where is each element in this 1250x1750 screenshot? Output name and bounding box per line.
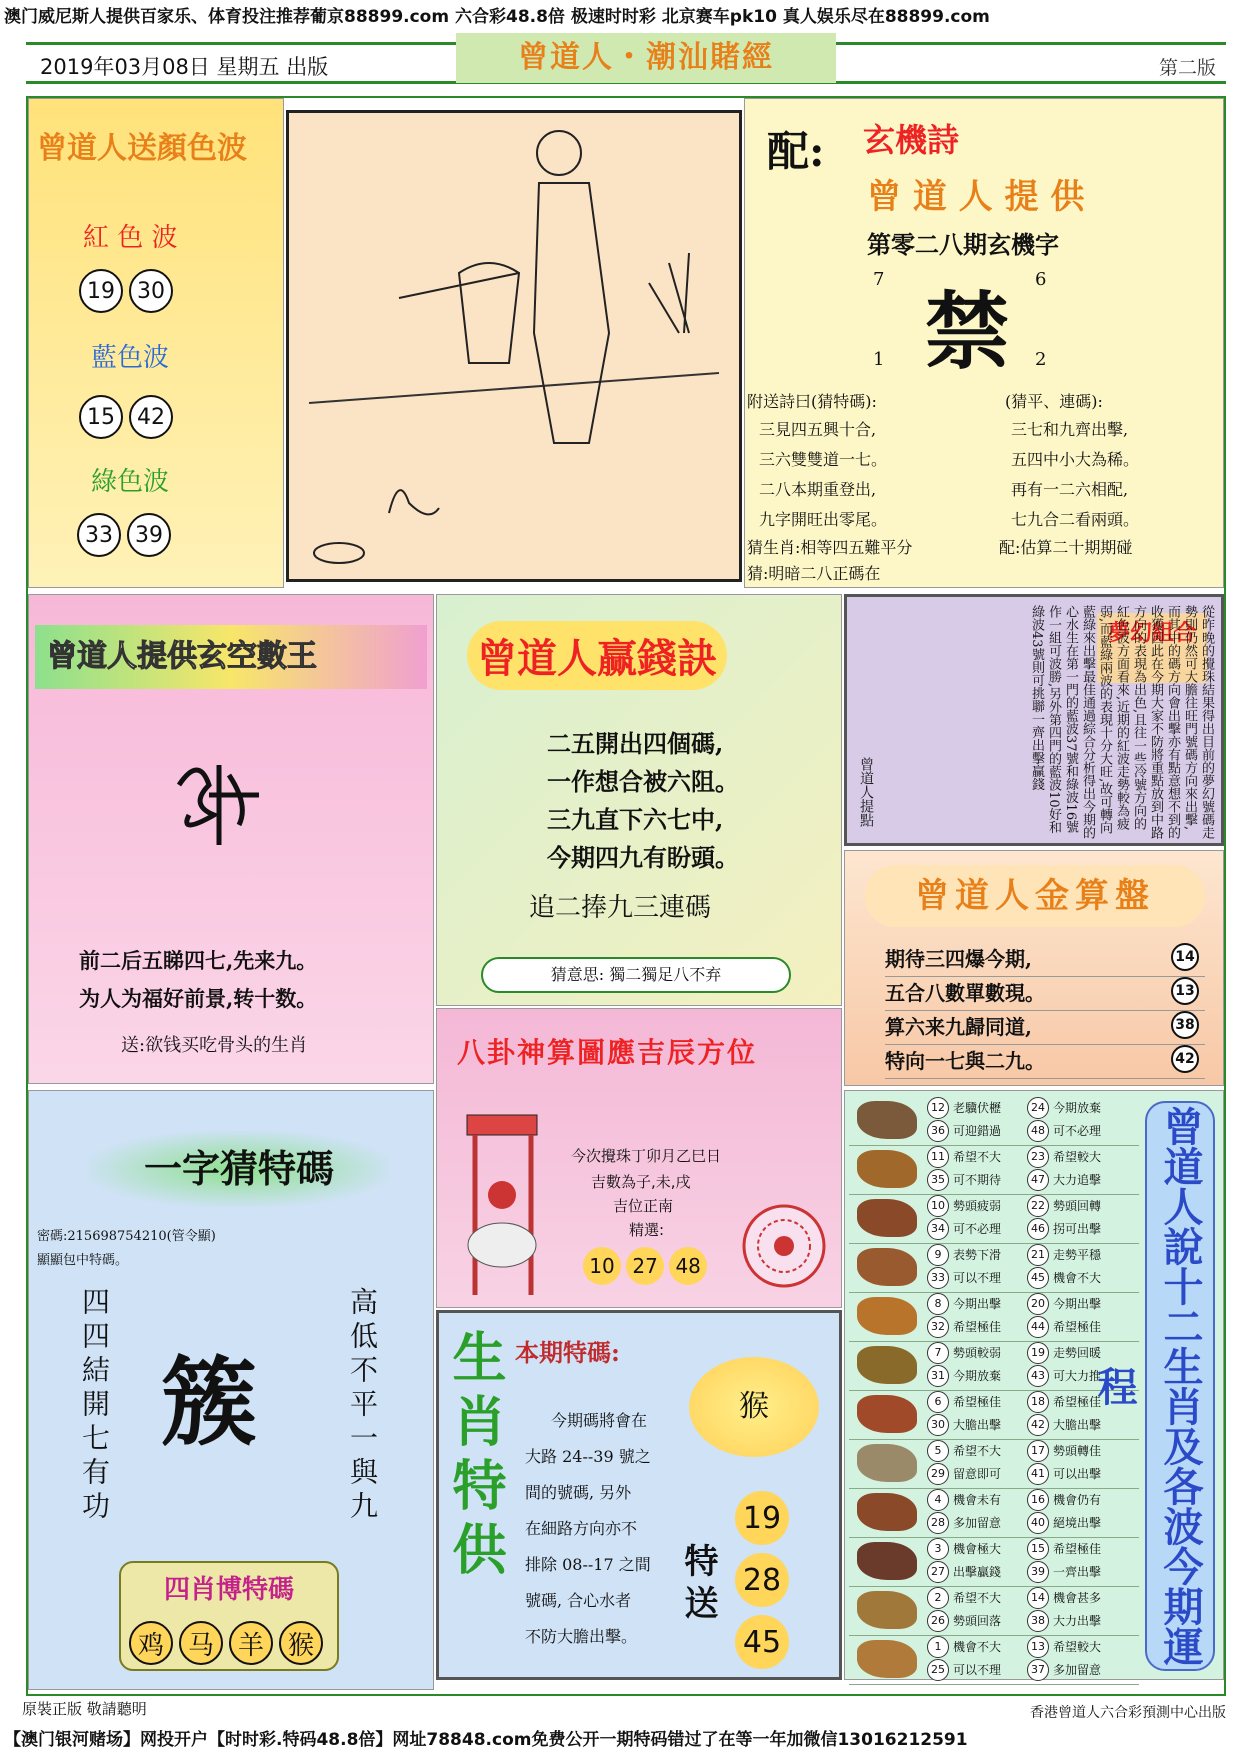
number-circle: 29 [927,1463,949,1485]
zodiac-row [849,1144,1139,1195]
number-circle: 15 [1027,1538,1049,1560]
pei-label: 配: [767,127,825,176]
number-circle: 13 [1171,977,1199,1005]
zodiac-text: 表勢下滑 [953,1248,1002,1262]
number-circle: 45 [1027,1267,1049,1289]
number-circle: 14 [1027,1587,1049,1609]
number-circle: 38 [1027,1610,1049,1632]
poem-line: 二八本期重登出, [759,480,877,499]
number-circle: 28 [735,1553,789,1607]
zodiac-side-title: 曾道人說十二生肖及各波今期運程 [1145,1101,1215,1671]
abacus-row [885,1045,1205,1079]
bagua-panel [436,1008,842,1308]
zodiac-text: 可以不理 [953,1271,1002,1285]
number-circle: 30 [927,1414,949,1436]
footer-right: 香港曾道人六合彩預測中心出版 [1030,1705,1226,1721]
number-circle: 42 [1027,1414,1049,1436]
guess-pair: 配:估算二十期期碰 [999,538,1133,557]
special-line: 間的號碼, 另外 [525,1483,632,1502]
special-line: 排除 08--17 之間 [525,1555,651,1574]
bagua-wheel-icon [739,1201,829,1291]
number-circle: 27 [626,1247,664,1285]
zodiac-text: 希望不大 [953,1150,1002,1164]
zodiac-row [849,1095,1139,1146]
special-text [525,1403,651,1655]
four-zodiac-box [119,1561,339,1671]
one-char-panel [28,1090,434,1690]
zodiac-text: 可大力推 [1053,1369,1102,1383]
poem-line: 二五開出四個碼, [547,729,724,758]
zodiac-text: 可不必理 [1053,1124,1102,1138]
abacus-text: 算六来九歸同道, [885,1015,1032,1039]
number-circle: 13 [1027,1636,1049,1658]
zodiac-text: 可不期待 [953,1173,1002,1187]
win-poem [547,725,739,877]
guess-code: 猜:明暗二八正碼在 [747,564,881,583]
publish-date: 2019年03月08日 星期五 出版 [40,55,329,79]
big-character: 禁 [925,282,1010,381]
poem-line: 七九合二看兩頭。 [1011,510,1140,529]
zodiac-text: 走勢平穩 [1053,1248,1102,1262]
bagua-line2: 吉數為子,未,戌 [591,1173,691,1191]
zodiac-text: 機會仍有 [1053,1493,1102,1507]
zodiac-text: 希望極佳 [953,1320,1002,1334]
zodiac-text: 機會不大 [953,1640,1002,1654]
date-bar [26,42,1226,84]
num-tl: 7 [873,269,885,290]
footer-left: 原裝正版 敬請聽明 [22,1700,147,1718]
number-circle: 41 [1027,1463,1049,1485]
zodiac-text: 今期放棄 [953,1369,1002,1383]
number-circle: 44 [1027,1316,1049,1338]
abacus-row [885,943,1205,977]
abacus-row [885,1011,1205,1045]
win-title: 曾道人赢錢訣 [467,621,727,690]
zodiac-text: 出擊贏錢 [953,1565,1002,1579]
number-circle: 38 [1171,1011,1199,1039]
number-circle: 9 [927,1244,949,1266]
dream-panel [844,594,1224,846]
zodiac-text: 留意即可 [953,1467,1002,1481]
number-circle: 17 [1027,1440,1049,1462]
xuankong-panel [28,594,434,1084]
number-circle: 48 [669,1247,707,1285]
number-circle: 14 [1171,943,1199,971]
top-banner: 澳门威尼斯人提供百家乐、体育投注推荐葡京88899.com 六合彩48.8倍 极速时时彩 北京赛车pk10 真人娱乐尽在88899.com [0,0,1250,26]
zodiac-circle: 鸡 [129,1621,173,1665]
right-column-verse: 高低不平一與九 [346,1287,379,1525]
zodiac-text: 一齊出擊 [1053,1565,1102,1579]
zodiac-text: 今期出擊 [1053,1297,1102,1311]
zodiac-text: 希望不大 [953,1444,1002,1458]
zodiac-text: 多加留意 [1053,1663,1102,1677]
issue-label: 第零二八期玄機字 [867,230,1059,259]
num-tr: 6 [1035,269,1047,290]
number-circle: 10 [583,1247,621,1285]
zodiac-text: 大力追擊 [1053,1173,1102,1187]
number-circle: 19 [735,1491,789,1545]
special-zodiac: 猴 [689,1357,819,1457]
blue-wave-numbers [79,395,179,439]
number-circle: 35 [927,1169,949,1191]
masthead-title: 曾道人・潮汕賭經 [456,33,836,83]
zodiac-text: 希望不大 [953,1591,1002,1605]
number-circle: 39 [1027,1561,1049,1583]
special-line: 在細路方向亦不 [525,1519,638,1538]
number-circle: 47 [1027,1169,1049,1191]
zodiac-row [849,1634,1139,1685]
number-circle: 22 [1027,1195,1049,1217]
right-poem-head: (猜平、連碼): [1005,392,1103,411]
number-circle: 30 [129,269,173,313]
zodiac-row [849,1536,1139,1587]
number-circle: 18 [1027,1391,1049,1413]
poem-line: 三九直下六七中, [547,805,724,834]
bagua-line3: 吉位正南 [613,1197,674,1215]
xuankong-line2: 为人为福好前景,转十数。 [79,986,318,1011]
guess-zodiac: 猜生肖:相等四五難平分 [747,538,913,557]
special-line: 今期碼將會在 [551,1411,648,1430]
four-zodiac-list [129,1621,323,1665]
zodiac-animal-icon [857,1248,917,1286]
poem-line: 五四中小大為稀。 [1011,450,1140,469]
red-wave-label: 紅 色 波 [83,223,178,253]
poem-line: 三六雙雙道一七。 [759,450,888,469]
dream-sign: 曾道人提點 [858,757,874,827]
zodiac-animal-icon [857,1591,917,1629]
special-line: 號碼, 合心水者 [525,1591,632,1610]
handwriting-icon [159,745,279,855]
zodiac-row [849,1487,1139,1538]
zodiac-animal-icon [857,1493,917,1531]
number-circle: 6 [927,1391,949,1413]
number-circle: 40 [1027,1512,1049,1534]
number-circle: 26 [927,1610,949,1632]
zodiac-row [849,1291,1139,1342]
xuankong-line3: 送:欲钱买吃骨头的生肖 [121,1035,308,1056]
zodiac-text: 機會未有 [953,1493,1002,1507]
number-circle: 20 [1027,1293,1049,1315]
zodiac-animal-icon [857,1346,917,1384]
number-circle: 43 [1027,1365,1049,1387]
number-circle: 27 [927,1561,949,1583]
zodiac-animal-icon [857,1444,917,1482]
number-circle: 25 [927,1659,949,1681]
zodiac-text: 勢頭轉佳 [1053,1444,1102,1458]
zodiac-circle: 猴 [279,1621,323,1665]
zodiac-text: 希望較大 [1053,1640,1102,1654]
zodiac-animal-icon [857,1542,917,1580]
bagua-line4: 精選: [629,1221,665,1239]
poem-line: 今期四九有盼頭。 [547,843,739,872]
number-circle: 45 [735,1615,789,1669]
number-circle: 8 [927,1293,949,1315]
number-circle: 2 [927,1587,949,1609]
zodiac-circle: 马 [179,1621,223,1665]
poem-line: 九字開旺出零尾。 [759,510,888,529]
zodiac-text: 勢頭較弱 [953,1346,1002,1360]
number-circle: 19 [79,269,123,313]
special-line: 大路 24--39 號之 [525,1447,651,1466]
zodiac-row [849,1585,1139,1636]
number-circle: 23 [1027,1146,1049,1168]
left-poem-head: 附送詩曰(猜特碼): [747,392,877,411]
win-guess: 猜意思: 獨二獨足八不弃 [481,957,791,993]
color-wave-title: 曾道人送顏色波 [37,131,247,166]
blue-wave-label: 藍色波 [91,343,170,373]
zodiac-animal-icon [857,1150,917,1188]
number-circle: 12 [927,1097,949,1119]
number-circle: 1 [927,1636,949,1658]
abacus-panel [844,850,1224,1086]
zodiac-text: 大膽出擊 [1053,1418,1102,1432]
zodiac-text: 希望極佳 [1053,1320,1102,1334]
num-bl: 1 [873,349,885,370]
abacus-text: 特向一七與二九。 [885,1049,1045,1073]
zodiac-row [849,1438,1139,1489]
zodiac-text: 勢頭回落 [953,1614,1002,1628]
provider-title: 曾 道 人 提 供 [867,177,1085,217]
abacus-lines [885,943,1205,1079]
zodiac-text: 老驥伏櫪 [953,1101,1002,1115]
abacus-text: 五合八數單數現。 [885,981,1045,1005]
illustration-panel [286,110,742,582]
zodiac-text: 機會極大 [953,1542,1002,1556]
number-circle: 15 [79,395,123,439]
code-line: 密碼:215698754210(管令顯) [37,1229,216,1244]
four-zodiac-title: 四肖博特碼 [163,1575,294,1605]
zodiac-panel [844,1090,1224,1680]
green-wave-numbers [77,513,177,557]
special-title: 本期特碼: [515,1338,620,1367]
zodiac-text: 絕境出擊 [1053,1516,1102,1530]
number-circle: 19 [1027,1342,1049,1364]
zodiac-animal-icon [857,1101,917,1139]
number-circle: 7 [927,1342,949,1364]
number-circle: 34 [927,1218,949,1240]
dream-text: 從昨晚的攪珠結果得出目前的夢幻號碼走勢則仍然可大膽往旺門號碼方向來出擊,而其中的碼方向會出擊亦有點意想不到的收獲因此在今期大家不防將重點放到中路方向的表現為出色,且往一些冷號方向的紅色波方面看來,近期的紅波走勢較為疲弱,而藍綠兩波的表現十分大旺,故可轉向藍綠來出擊最佳通過綜合分析得出今期的心水生在第一門的藍波37號和綠波16號作一組可波勝,另外第四門的藍波10好和綠波43號則可挑聯一齊出擊贏錢 [1029,605,1214,839]
number-circle: 42 [129,395,173,439]
zodiac-text: 勢頭回轉 [1053,1199,1102,1213]
zodiac-text: 希望極佳 [1053,1395,1102,1409]
zodiac-text: 希望極佳 [1053,1542,1102,1556]
number-circle: 24 [1027,1097,1049,1119]
color-wave-panel [28,98,284,588]
zodiac-text: 拐可出擊 [1053,1222,1102,1236]
zodiac-row [849,1242,1139,1293]
zodiac-text: 大膽出擊 [953,1418,1002,1432]
win-chase: 追二捧九三連碼 [529,893,712,923]
number-circle: 32 [927,1316,949,1338]
zodiac-text: 大力出擊 [1053,1614,1102,1628]
edition-label: 第二版 [1158,57,1216,79]
poem-panel [744,98,1224,588]
zodiac-text: 機會甚多 [1053,1591,1102,1605]
zodiac-circle: 羊 [229,1621,273,1665]
number-circle: 42 [1171,1045,1199,1073]
big-guess-char: 簇 [161,1346,257,1459]
abacus-text: 期待三四爆今期, [885,947,1032,971]
zodiac-animal-icon [857,1395,917,1433]
bagua-title: 八卦神算圖應吉辰方位 [457,1036,758,1069]
num-br: 2 [1035,349,1047,370]
one-char-title: 一字猜特碼 [89,1131,389,1207]
number-circle: 3 [927,1538,949,1560]
number-circle: 37 [1027,1659,1049,1681]
zodiac-text: 希望較大 [1053,1150,1102,1164]
right-poem [1011,415,1139,535]
zodiac-text: 可以不理 [953,1663,1002,1677]
xuankong-title: 曾道人提供玄空數王 [35,625,427,689]
zodiac-text: 勢頭疲弱 [953,1199,1002,1213]
number-circle: 11 [927,1146,949,1168]
zodiac-animal-icon [857,1297,917,1335]
dream-title: 夢幻組合 [1097,613,1207,683]
abacus-row [885,977,1205,1011]
abacus-title: 曾道人金算盤 [865,865,1205,927]
number-circle: 10 [927,1195,949,1217]
number-circle: 33 [927,1267,949,1289]
number-circle: 33 [77,513,121,557]
special-panel [436,1310,842,1680]
number-circle: 28 [927,1512,949,1534]
number-circle: 48 [1027,1120,1049,1142]
zodiac-row [849,1193,1139,1244]
xuankong-line1: 前二后五睇四七,先来九。 [79,948,318,973]
poem-line: 再有一二六相配, [1011,480,1129,499]
zodiac-text: 多加留意 [953,1516,1002,1530]
bottom-banner: 【澳门银河赌场】网投开户【时时彩.特码48.8倍】网址78848.com免费公开一期特码错过了在等一年加微信13016212591 [4,1730,968,1750]
zodiac-text: 今期出擊 [953,1297,1002,1311]
number-circle: 21 [1027,1244,1049,1266]
zodiac-text: 希望極佳 [953,1395,1002,1409]
special-numbers [735,1491,795,1669]
number-circle: 36 [927,1120,949,1142]
bagua-line1: 今次攪珠丁卯月乙巳日 [571,1147,722,1165]
number-circle: 5 [927,1440,949,1462]
number-circle: 46 [1027,1218,1049,1240]
left-poem [759,415,887,535]
archer-icon [447,1105,557,1305]
red-wave-numbers [79,269,179,313]
zodiac-text: 機會不大 [1053,1271,1102,1285]
win-panel [436,594,842,1006]
green-wave-label: 綠色波 [91,467,170,497]
special-line: 不防大膽出擊。 [525,1627,638,1646]
zodiac-text: 走勢回暖 [1053,1346,1102,1360]
zodiac-text: 可不必理 [953,1222,1002,1236]
zodiac-text: 可以出擊 [1053,1467,1102,1481]
zodiac-animal-icon [857,1199,917,1237]
farmer-illustration [289,113,739,579]
number-circle: 16 [1027,1489,1049,1511]
left-column-verse: 四四結開七有功 [78,1287,111,1525]
poem-line: 三見四五興十合, [759,420,877,439]
number-circle: 31 [927,1365,949,1387]
hint-line: 顯顯包中特碼。 [37,1253,129,1268]
poem-line: 三七和九齊出擊, [1011,420,1129,439]
bagua-numbers [583,1247,707,1285]
poem-line: 一作想合被六阻。 [547,767,739,796]
xuanji-title: 玄機詩 [863,121,960,159]
zodiac-text: 今期放棄 [1053,1101,1102,1115]
number-circle: 4 [927,1489,949,1511]
number-circle: 39 [127,513,171,557]
special-side-title: 生肖特供 [444,1329,508,1585]
zodiac-animal-icon [857,1640,917,1678]
zodiac-text: 可迎錯過 [953,1124,1002,1138]
special-send: 特送 [678,1543,718,1627]
